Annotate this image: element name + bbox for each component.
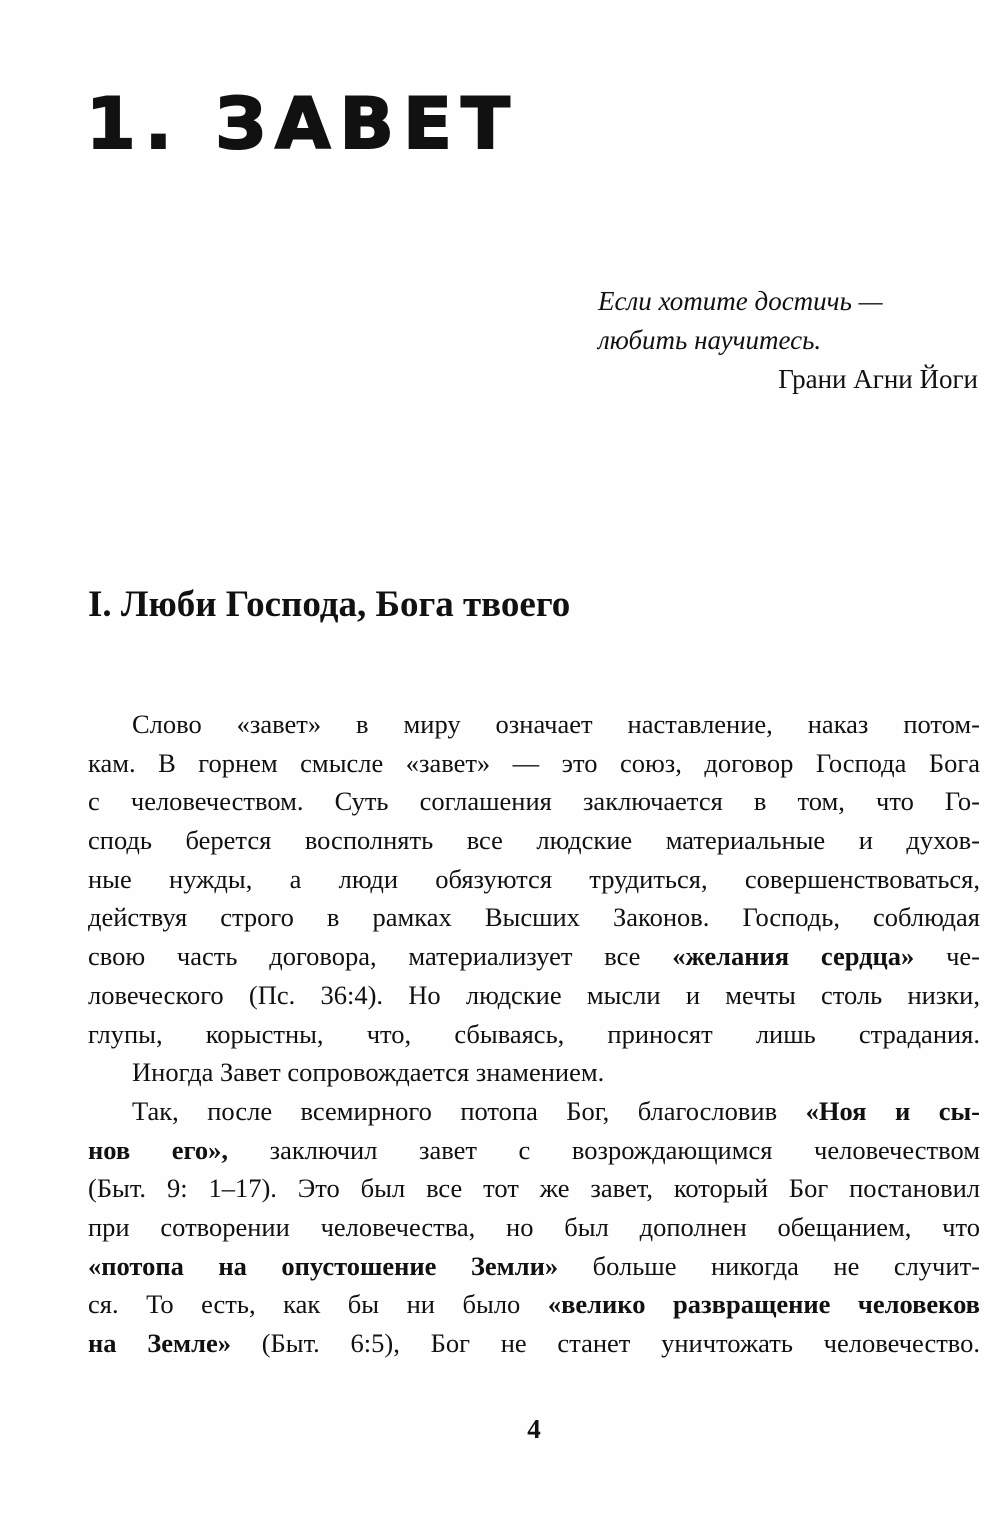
- text-segment: Так, после всемирного потопа Бог, благословив: [132, 1095, 806, 1126]
- text-segment: ся. То есть, как бы ни было: [88, 1289, 548, 1320]
- section-heading: I. Люби Господа, Бога твоего: [88, 584, 571, 625]
- text-line-content: [88, 821, 980, 860]
- epigraph: [598, 282, 978, 399]
- text-line-content: [88, 1169, 980, 1208]
- text-line: [88, 1131, 980, 1170]
- bold-quote: на Земле»: [88, 1328, 231, 1358]
- text-line: [88, 1053, 980, 1092]
- text-segment: больше никогда не случит-: [558, 1250, 980, 1281]
- text-line: [88, 705, 980, 744]
- body-text: [88, 705, 980, 1363]
- text-segment: (Быт. 6:5), Бог не станет уничтожать человечество.: [230, 1328, 980, 1358]
- text-segment: че-: [914, 941, 980, 972]
- text-line-content: [88, 1208, 980, 1247]
- text-line-content: [88, 1015, 980, 1054]
- text-line: [88, 937, 980, 976]
- text-line-content: [88, 744, 980, 783]
- epigraph-line: Если хотите достичь —: [598, 286, 883, 316]
- text-line-content: [88, 898, 980, 937]
- text-segment: ловеческого (Пс. 36:4). Но людские мысли и мечты столь низки,: [88, 979, 980, 1010]
- text-segment: глупы, корыстны, что, сбываясь, приносят лишь страдания.: [88, 1018, 980, 1049]
- text-line-content: [88, 976, 980, 1015]
- text-line-content: [88, 1131, 980, 1170]
- text-line: [88, 976, 980, 1015]
- text-segment: ные нужды, а люди обязуются трудиться, совершенствоваться,: [88, 863, 980, 894]
- text-line-content: [88, 937, 980, 976]
- text-line: [88, 1015, 980, 1054]
- bold-quote: «желания сердца»: [672, 941, 915, 972]
- epigraph-line: любить научитесь.: [598, 325, 822, 355]
- text-line: [88, 1285, 980, 1324]
- chapter-title: 1. ЗАВЕТ: [86, 83, 519, 165]
- page-number: 4: [527, 1414, 541, 1444]
- text-line-content: [88, 705, 980, 744]
- text-segment: действуя строго в рамках Высших Законов. Господь, соблюдая: [88, 902, 980, 933]
- text-line: [88, 1247, 980, 1286]
- text-line-content: [88, 1053, 980, 1092]
- text-line-content: [88, 1092, 980, 1131]
- text-segment: сподь берется восполнять все людские материальные и духов-: [88, 825, 980, 856]
- text-line-content: [88, 860, 980, 899]
- text-line: [88, 860, 980, 899]
- bold-quote: «велико развращение человеков: [547, 1289, 980, 1320]
- epigraph-source: Грани Агни Йоги: [778, 364, 978, 394]
- bold-quote: «потопа на опустошение Земли»: [88, 1250, 559, 1281]
- text-line-content: [88, 782, 980, 821]
- text-segment: Иногда Завет сопровождается знамением.: [132, 1057, 605, 1088]
- bold-quote: нов его»,: [88, 1134, 229, 1165]
- text-line: [88, 744, 980, 783]
- text-segment: кам. В горнем смысле «завет» — это союз, договор Господа Бога: [88, 747, 980, 778]
- text-segment: (Быт. 9: 1–17). Это был все тот же завет, который Бог постановил: [88, 1173, 980, 1204]
- text-line: [88, 821, 980, 860]
- text-line: [88, 1208, 980, 1247]
- bold-quote: «Ноя и сы-: [805, 1095, 980, 1126]
- text-line-content: [88, 1247, 980, 1286]
- text-segment: с человечеством. Суть соглашения заключается в том, что Го-: [88, 786, 980, 817]
- text-segment: при сотворении человечества, но был дополнен обещанием, что: [88, 1211, 980, 1242]
- text-line: [88, 898, 980, 937]
- text-line: [88, 1169, 980, 1208]
- text-line: [88, 1324, 980, 1363]
- text-line-content: [88, 1324, 980, 1363]
- text-line-content: [88, 1285, 980, 1324]
- text-line: [88, 1092, 980, 1131]
- text-segment: свою часть договора, материализует все: [88, 941, 673, 972]
- text-segment: Слово «завет» в миру означает наставление, наказ потом-: [132, 709, 980, 739]
- text-line: [88, 782, 980, 821]
- text-segment: заключил завет с возрождающимся человечеством: [228, 1134, 980, 1165]
